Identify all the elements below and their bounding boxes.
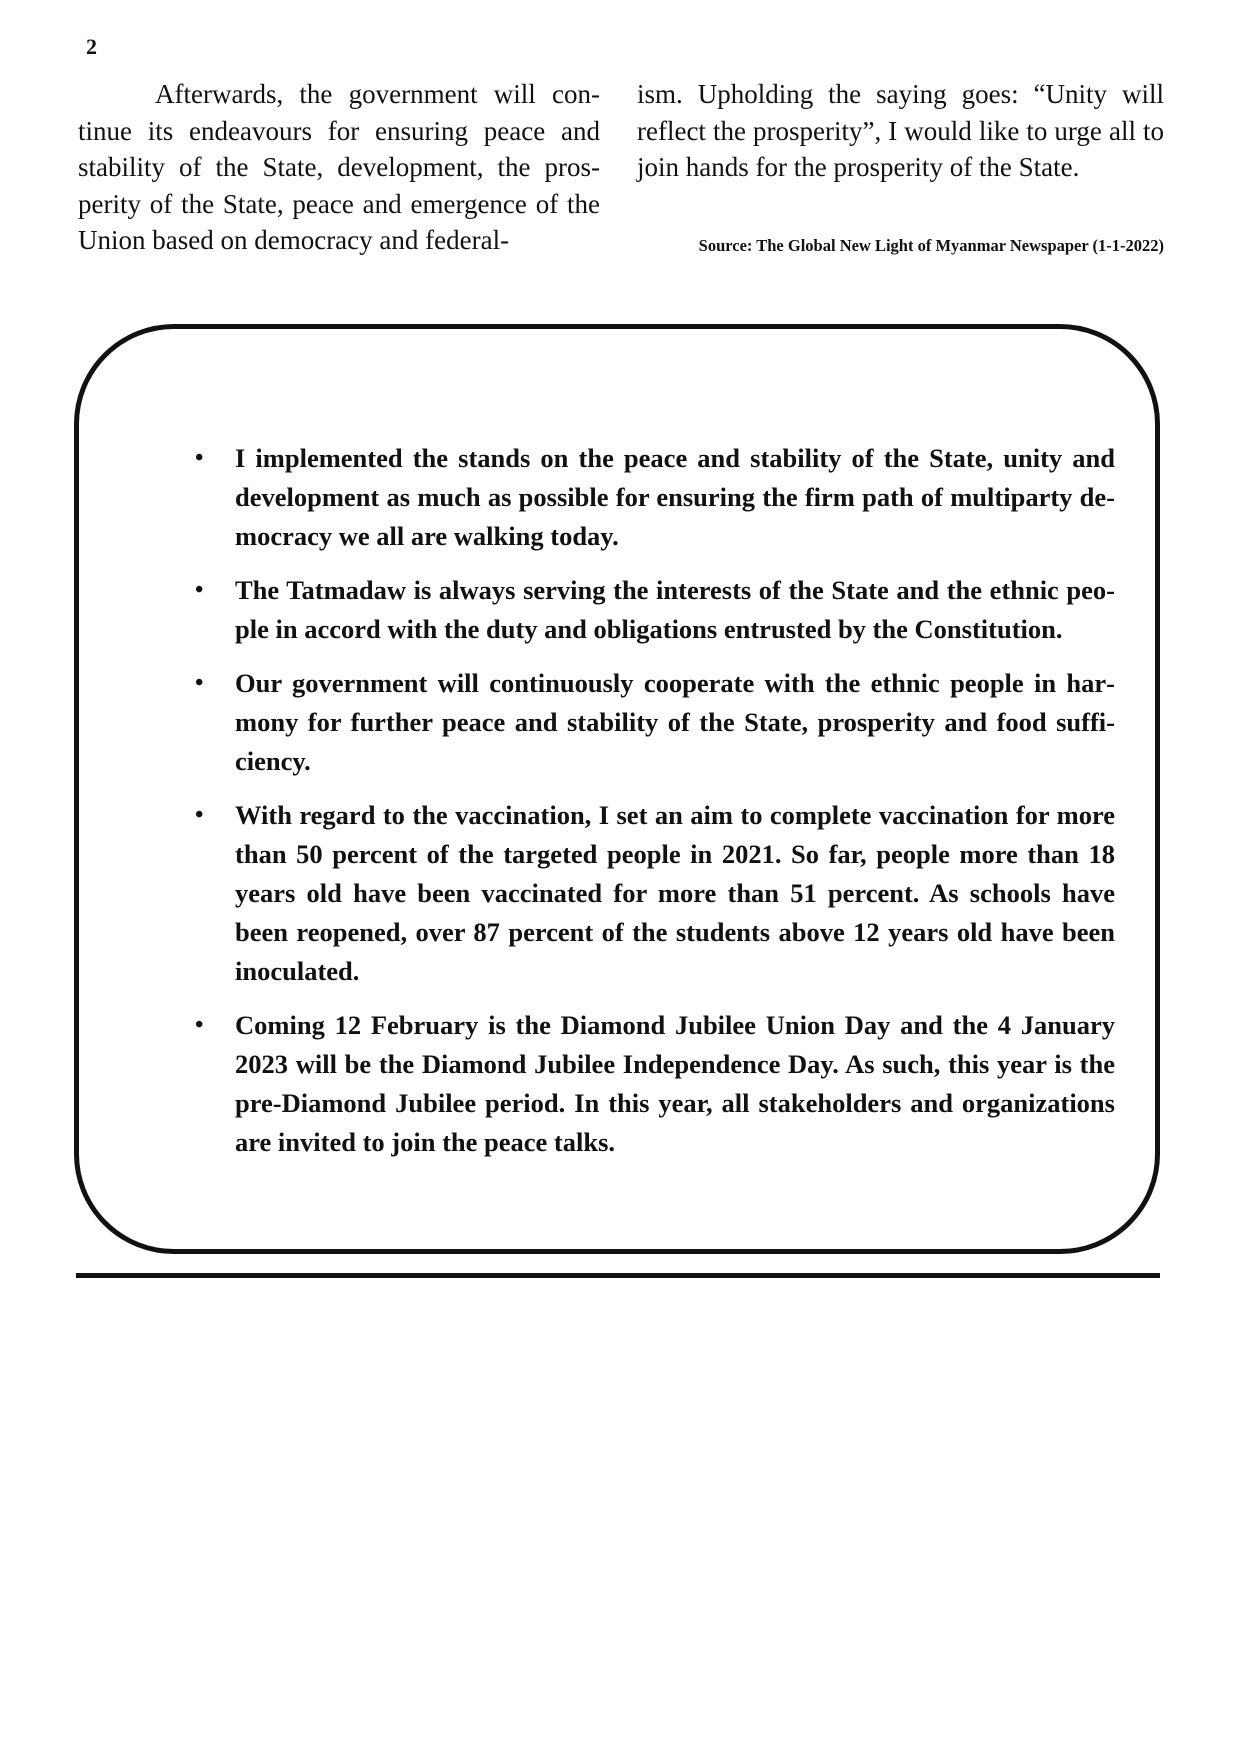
page-number: 2 (86, 34, 97, 59)
bullet-dot-icon: • (195, 670, 204, 696)
bullet-dot-icon: • (195, 1012, 204, 1038)
bullet-text: The Tatmadaw is always serving the interests of the State and the ethnic people in accord with the duty and obligations entrusted by the Constitution. (235, 575, 1115, 644)
left-column (78, 76, 600, 259)
bullet-text: Coming 12 February is the Diamond Jubilee Union Day and the 4 January 2023 will be the Diamond Jubilee Independence Day. As such, this year is the pre-Diamond Jubilee period. In this year, all stakeholders and organizations are invited to join the peace talks. (235, 1010, 1115, 1157)
bullet-text: Our government will continuously cooperate with the ethnic people in harmony for further peace and stability of the State, prosperity and food sufficiency. (235, 668, 1115, 776)
bullet-item (159, 439, 1115, 556)
right-column (637, 76, 1164, 186)
bullet-list (159, 439, 1115, 1177)
bullet-dot-icon: • (195, 577, 204, 603)
bullet-item (159, 571, 1115, 649)
bullet-text: I implemented the stands on the peace and stability of the State, unity and development as much as possible for ensuring the firm path of multiparty democracy we all are walking today. (235, 443, 1115, 551)
horizontal-rule (76, 1273, 1160, 1278)
bullet-dot-icon: • (195, 445, 204, 471)
bullet-item (159, 664, 1115, 781)
bullet-item (159, 796, 1115, 991)
source-citation: Source: The Global New Light of Myanmar Newspaper (1-1-2022) (698, 236, 1164, 255)
highlight-box (74, 324, 1160, 1254)
bullet-item (159, 1006, 1115, 1162)
right-column-paragraph: ism. Upholding the saying goes: “Unity will reflect the prosperity”, I would like to urge all to join hands for the prosperity of the State. (637, 79, 1164, 182)
bullet-dot-icon: • (195, 802, 204, 828)
left-column-paragraph: Afterwards, the government will continue its endeavours for ensuring peace and stability of the State, development, the prosperity of the State, peace and emergence of the Union based on democracy and federal- (78, 79, 600, 255)
bullet-text: With regard to the vaccination, I set an aim to complete vaccination for more than 50 percent of the targeted people in 2021. So far, people more than 18 years old have been vaccinated for more than 51 percent. As schools have been reopened, over 87 percent of the students above 12 years old have been inoculated. (235, 800, 1115, 986)
